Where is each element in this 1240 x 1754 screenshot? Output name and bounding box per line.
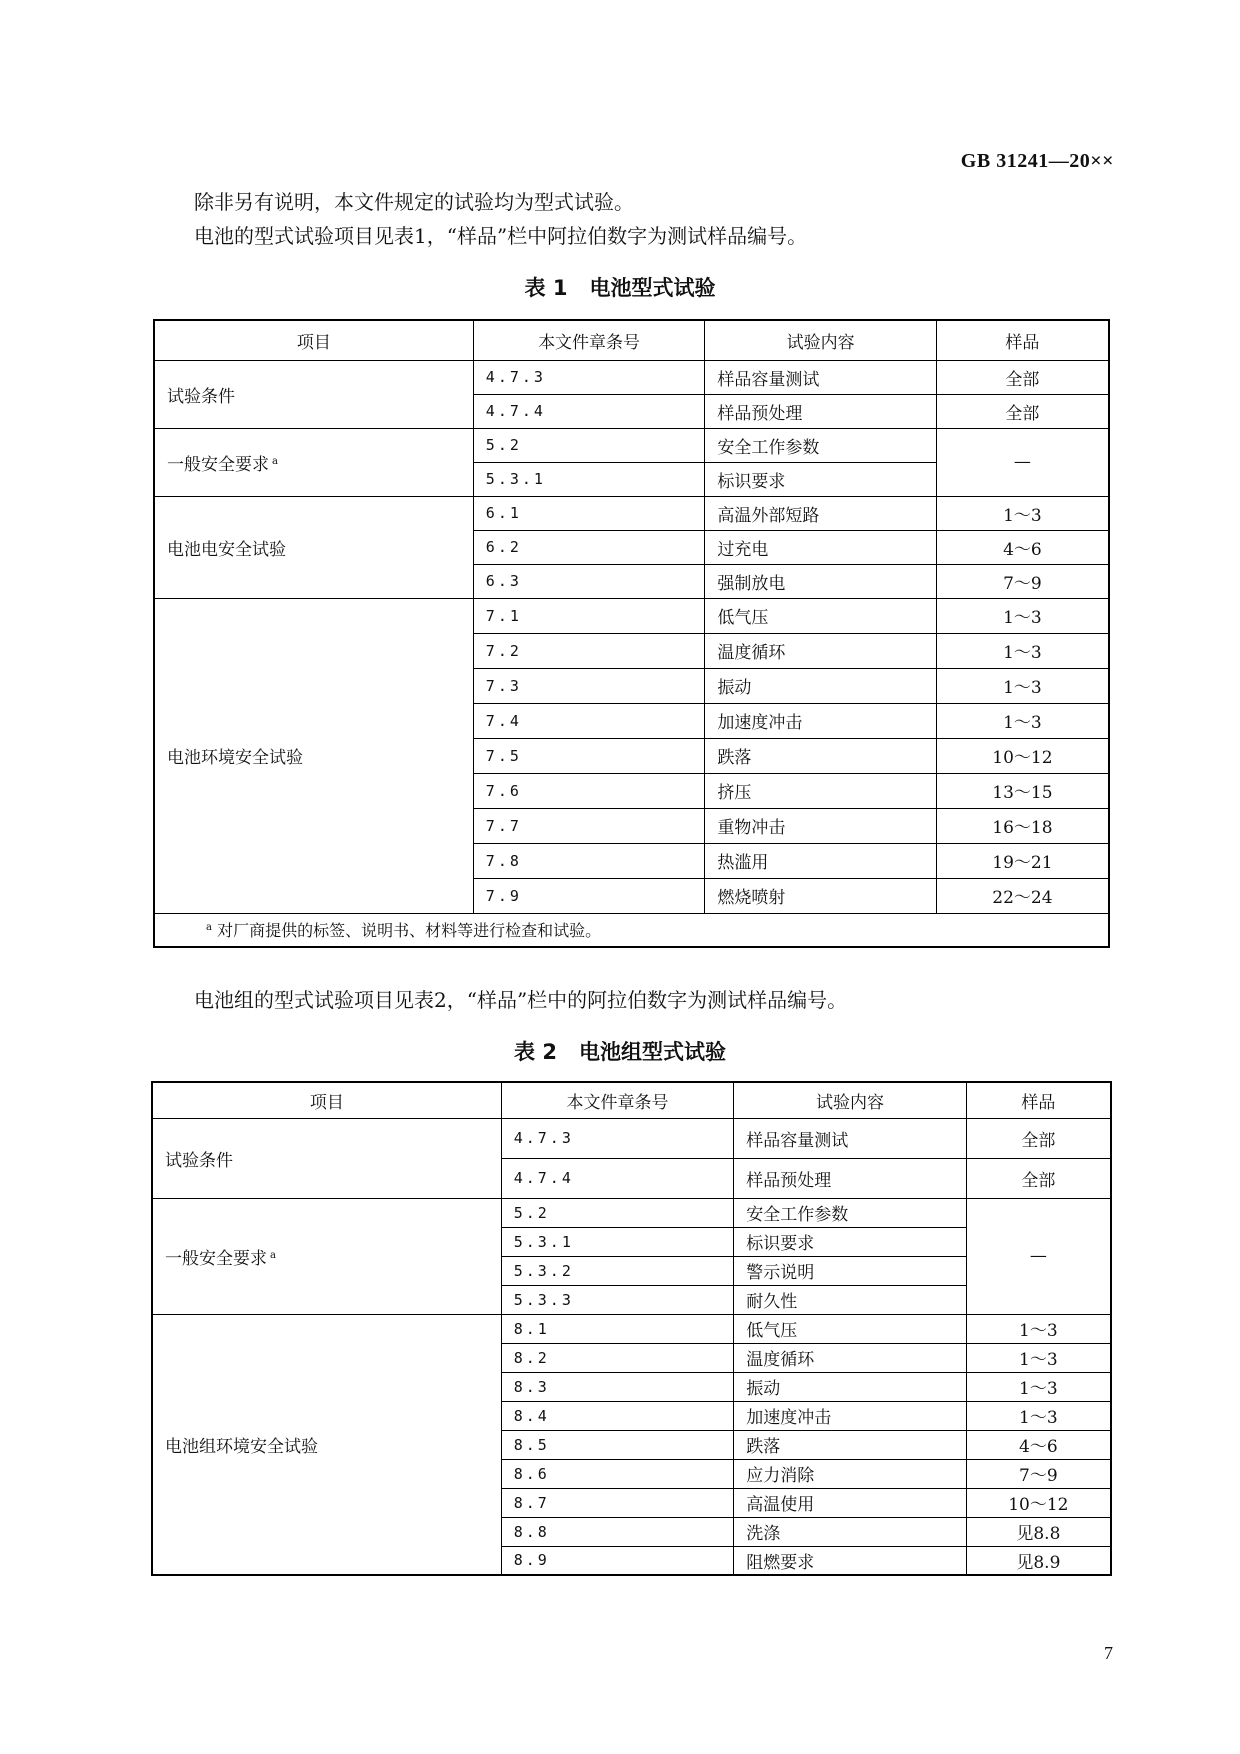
- sample-cell: 全部: [966, 1118, 1111, 1158]
- table1-caption: [0, 272, 1240, 302]
- content-cell: 洗涤: [734, 1517, 967, 1546]
- sample-cell: 7～9: [936, 564, 1109, 598]
- clause-cell: 5.2: [473, 428, 705, 462]
- table-row: [154, 428, 1109, 462]
- clause-cell: 7.3: [473, 668, 705, 703]
- table2-header-item: 项目: [152, 1082, 501, 1118]
- sample-cell: 全部: [936, 360, 1109, 394]
- table1-group-test-conditions: 试验条件: [154, 360, 473, 428]
- table1-header-clause: 本文件章条号: [473, 320, 705, 360]
- table2-caption: [0, 1036, 1240, 1066]
- clause-cell: 5.3.1: [473, 462, 705, 496]
- table2: [151, 1081, 1112, 1576]
- content-cell: 样品预处理: [705, 394, 937, 428]
- page-number: 7: [1104, 1643, 1113, 1663]
- clause-cell: 5.3.3: [501, 1285, 734, 1314]
- content-cell: 标识要求: [734, 1227, 967, 1256]
- sample-cell: 22～24: [936, 878, 1109, 913]
- sample-cell: 10～12: [936, 738, 1109, 773]
- clause-cell: 6.2: [473, 530, 705, 564]
- clause-cell: 7.9: [473, 878, 705, 913]
- sample-cell: 16～18: [936, 808, 1109, 843]
- sample-cell: 1～3: [936, 496, 1109, 530]
- content-cell: 样品容量测试: [705, 360, 937, 394]
- content-cell: 燃烧喷射: [705, 878, 937, 913]
- content-cell: 样品容量测试: [734, 1118, 967, 1158]
- content-cell: 振动: [705, 668, 937, 703]
- table1-footnote-row: [154, 913, 1109, 947]
- sample-cell: —: [936, 428, 1109, 496]
- paragraph-table1-ref: 电池的型式试验项目见表1，“样品”栏中阿拉伯数字为测试样品编号。: [194, 224, 808, 248]
- table-row: [152, 1198, 1111, 1227]
- clause-cell: 6.1: [473, 496, 705, 530]
- paragraph-intro: 除非另有说明，本文件规定的试验均为型式试验。: [194, 190, 634, 214]
- footnote-marker: a: [206, 922, 212, 934]
- clause-cell: 8.5: [501, 1430, 734, 1459]
- sample-cell: 1～3: [966, 1372, 1111, 1401]
- table1-header-content: 试验内容: [705, 320, 937, 360]
- clause-cell: 6.3: [473, 564, 705, 598]
- sample-cell: 1～3: [936, 598, 1109, 633]
- sample-cell: 4～6: [936, 530, 1109, 564]
- sample-cell: —: [966, 1198, 1111, 1314]
- table-row: [154, 598, 1109, 633]
- table1-footnote: [154, 913, 1109, 947]
- clause-cell: 8.1: [501, 1314, 734, 1343]
- table2-group-environmental-safety: 电池组环境安全试验: [152, 1314, 501, 1575]
- sample-cell: 见8.8: [966, 1517, 1111, 1546]
- content-cell: 安全工作参数: [734, 1198, 967, 1227]
- clause-cell: 7.1: [473, 598, 705, 633]
- content-cell: 温度循环: [734, 1343, 967, 1372]
- table-row: [154, 496, 1109, 530]
- clause-cell: 8.4: [501, 1401, 734, 1430]
- clause-cell: 4.7.4: [473, 394, 705, 428]
- table2-header-row: [152, 1082, 1111, 1118]
- sample-cell: 7～9: [966, 1459, 1111, 1488]
- content-cell: 高温外部短路: [705, 496, 937, 530]
- table2-header-clause: 本文件章条号: [501, 1082, 734, 1118]
- clause-cell: 8.8: [501, 1517, 734, 1546]
- content-cell: 样品预处理: [734, 1158, 967, 1198]
- content-cell: 热滥用: [705, 843, 937, 878]
- content-cell: 高温使用: [734, 1488, 967, 1517]
- content-cell: 加速度冲击: [705, 703, 937, 738]
- table-row: [152, 1118, 1111, 1158]
- clause-cell: 4.7.4: [501, 1158, 734, 1198]
- clause-cell: 7.2: [473, 633, 705, 668]
- footnote-marker: a: [270, 1249, 276, 1261]
- table1-header-row: [154, 320, 1109, 360]
- clause-cell: 7.7: [473, 808, 705, 843]
- content-cell: 过充电: [705, 530, 937, 564]
- sample-cell: 1～3: [936, 668, 1109, 703]
- content-cell: 应力消除: [734, 1459, 967, 1488]
- content-cell: 安全工作参数: [705, 428, 937, 462]
- clause-cell: 8.2: [501, 1343, 734, 1372]
- table1-group-environmental-safety: 电池环境安全试验: [154, 598, 473, 913]
- content-cell: 振动: [734, 1372, 967, 1401]
- table2-group-test-conditions: 试验条件: [152, 1118, 501, 1198]
- clause-cell: 4.7.3: [501, 1118, 734, 1158]
- footnote-marker: a: [272, 455, 278, 467]
- sample-cell: 1～3: [936, 633, 1109, 668]
- sample-cell: 1～3: [966, 1401, 1111, 1430]
- table-row: [152, 1314, 1111, 1343]
- sample-cell: 13～15: [936, 773, 1109, 808]
- clause-cell: 4.7.3: [473, 360, 705, 394]
- clause-cell: 5.2: [501, 1198, 734, 1227]
- clause-cell: 5.3.2: [501, 1256, 734, 1285]
- table2-header-content: 试验内容: [734, 1082, 967, 1118]
- group-label: 一般安全要求: [167, 454, 269, 475]
- content-cell: 强制放电: [705, 564, 937, 598]
- table2-caption-title: 电池组型式试验: [578, 1040, 726, 1064]
- document-code: GB 31241—20××: [960, 150, 1114, 172]
- content-cell: 阻燃要求: [734, 1546, 967, 1575]
- group-label: 一般安全要求: [165, 1248, 267, 1269]
- content-cell: 低气压: [734, 1314, 967, 1343]
- clause-cell: 8.3: [501, 1372, 734, 1401]
- table1-caption-number: 表 1: [524, 276, 568, 300]
- content-cell: 温度循环: [705, 633, 937, 668]
- content-cell: 警示说明: [734, 1256, 967, 1285]
- sample-cell: 1～3: [936, 703, 1109, 738]
- sample-cell: 4～6: [966, 1430, 1111, 1459]
- content-cell: 挤压: [705, 773, 937, 808]
- clause-cell: 8.6: [501, 1459, 734, 1488]
- sample-cell: 1～3: [966, 1343, 1111, 1372]
- sample-cell: 19～21: [936, 843, 1109, 878]
- footnote-text: 对厂商提供的标签、说明书、材料等进行检查和试验。: [217, 921, 602, 941]
- sample-cell: 全部: [966, 1158, 1111, 1198]
- table2-header-sample: 样品: [966, 1082, 1111, 1118]
- table1-header-item: 项目: [154, 320, 473, 360]
- sample-cell: 1～3: [966, 1314, 1111, 1343]
- content-cell: 跌落: [734, 1430, 967, 1459]
- table1-caption-title: 电池型式试验: [589, 276, 716, 300]
- table1: [153, 319, 1110, 948]
- clause-cell: 8.9: [501, 1546, 734, 1575]
- clause-cell: 8.7: [501, 1488, 734, 1517]
- sample-cell: 10～12: [966, 1488, 1111, 1517]
- content-cell: 标识要求: [705, 462, 937, 496]
- table2-group-general-safety: [152, 1198, 501, 1314]
- sample-cell: 见8.9: [966, 1546, 1111, 1575]
- content-cell: 耐久性: [734, 1285, 967, 1314]
- sample-cell: 全部: [936, 394, 1109, 428]
- clause-cell: 7.6: [473, 773, 705, 808]
- content-cell: 重物冲击: [705, 808, 937, 843]
- table-row: [154, 360, 1109, 394]
- clause-cell: 7.8: [473, 843, 705, 878]
- clause-cell: 7.5: [473, 738, 705, 773]
- clause-cell: 5.3.1: [501, 1227, 734, 1256]
- clause-cell: 7.4: [473, 703, 705, 738]
- content-cell: 低气压: [705, 598, 937, 633]
- content-cell: 加速度冲击: [734, 1401, 967, 1430]
- table2-caption-number: 表 2: [514, 1040, 557, 1064]
- table1-group-general-safety: [154, 428, 473, 496]
- content-cell: 跌落: [705, 738, 937, 773]
- table1-header-sample: 样品: [936, 320, 1109, 360]
- paragraph-table2-ref: 电池组的型式试验项目见表2，“样品”栏中的阿拉伯数字为测试样品编号。: [194, 988, 848, 1012]
- table1-group-electrical-safety: 电池电安全试验: [154, 496, 473, 598]
